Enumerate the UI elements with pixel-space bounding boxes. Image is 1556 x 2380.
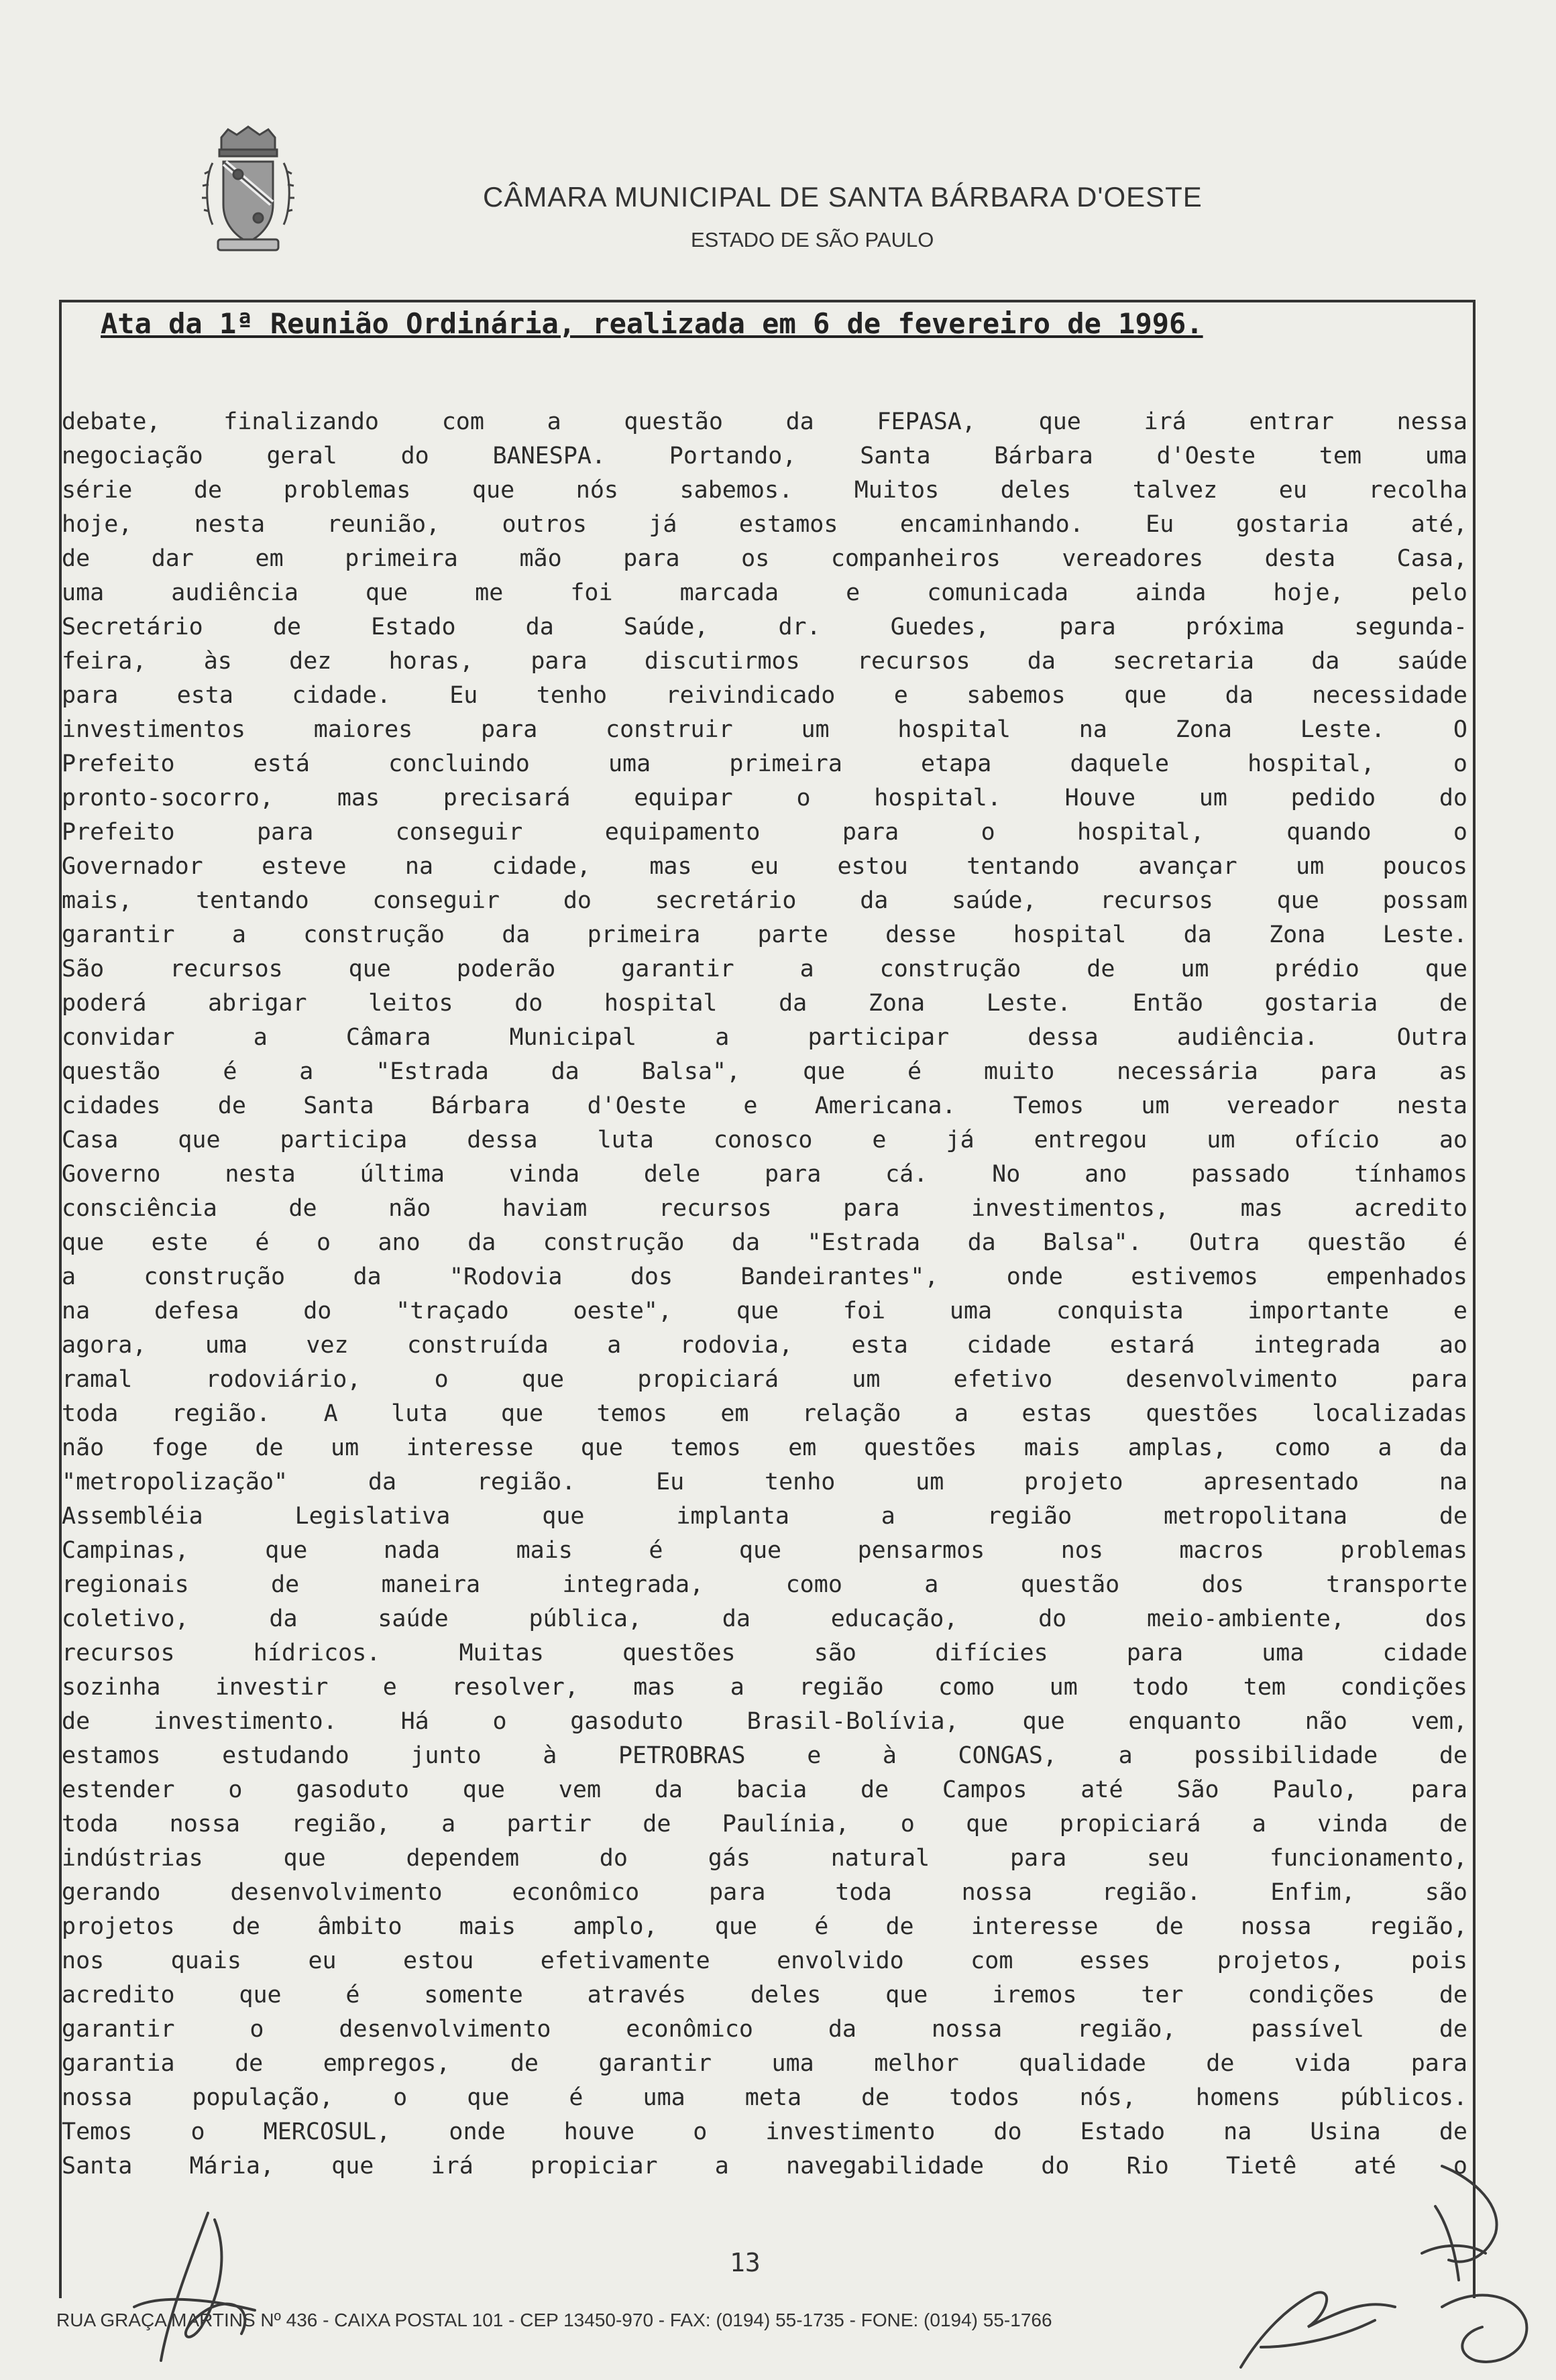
body-line: agora, uma vez construída a rodovia, esta cidade estará integrada ao	[62, 1332, 1467, 1359]
minutes-heading: Ata da 1ª Reunião Ordinária, realizada em 6 de fevereiro de 1996.	[101, 307, 1203, 340]
body-line: garantia de empregos, de garantir uma melhor qualidade de vida para	[62, 2050, 1467, 2077]
body-line: Prefeito está concluindo uma primeira etapa daquele hospital, o	[62, 750, 1467, 777]
body-line: questão é a "Estrada da Balsa", que é muito necessária para as	[62, 1058, 1467, 1085]
body-line: acredito que é somente através deles que iremos ter condições de	[62, 1982, 1467, 2008]
body-line: coletivo, da saúde pública, da educação, do meio-ambiente, dos	[62, 1605, 1467, 1632]
body-line: negociação geral do BANESPA. Portando, Santa Bárbara d'Oeste tem uma	[62, 443, 1467, 469]
body-line: Campinas, que nada mais é que pensarmos nos macros problemas	[62, 1537, 1467, 1564]
body-line: toda nossa região, a partir de Paulínia, o que propiciará a vinda de	[62, 1811, 1467, 1837]
body-line: ramal rodoviário, o que propiciará um efetivo desenvolvimento para	[62, 1366, 1467, 1393]
body-line: nossa população, o que é uma meta de todos nós, homens públicos.	[62, 2084, 1467, 2111]
body-line: São recursos que poderão garantir a construção de um prédio que	[62, 956, 1467, 982]
body-line: toda região. A luta que temos em relação a estas questões localizadas	[62, 1400, 1467, 1427]
body-line: mais, tentando conseguir do secretário da saúde, recursos que possam	[62, 887, 1467, 914]
body-line: projetos de âmbito mais amplo, que é de interesse de nossa região,	[62, 1913, 1467, 1940]
body-line: feira, às dez horas, para discutirmos recursos da secretaria da saúde	[62, 648, 1467, 675]
body-line: hoje, nesta reunião, outros já estamos encaminhando. Eu gostaria até,	[62, 511, 1467, 538]
body-line: convidar a Câmara Municipal a participar dessa audiência. Outra	[62, 1024, 1467, 1051]
body-line: para esta cidade. Eu tenho reivindicado e sabemos que da necessidade	[62, 682, 1467, 709]
body-line: Governador esteve na cidade, mas eu estou tentando avançar um poucos	[62, 853, 1467, 880]
body-line: "metropolização" da região. Eu tenho um projeto apresentado na	[62, 1469, 1467, 1495]
body-line: de dar em primeira mão para os companheiros vereadores desta Casa,	[62, 545, 1467, 572]
body-line: a construção da "Rodovia dos Bandeirantes", onde estivemos empenhados	[62, 1263, 1467, 1290]
body-line: poderá abrigar leitos do hospital da Zona Leste. Então gostaria de	[62, 990, 1467, 1017]
body-line: Governo nesta última vinda dele para cá. No ano passado tínhamos	[62, 1161, 1467, 1188]
body-line: Santa Mária, que irá propiciar a navegabilidade do Rio Tietê até o	[62, 2153, 1467, 2179]
body-line: debate, finalizando com a questão da FEPASA, que irá entrar nessa	[62, 408, 1467, 435]
institution-name: CÂMARA MUNICIPAL DE SANTA BÁRBARA D'OESTE	[483, 181, 1203, 213]
frame-right-border	[1473, 300, 1476, 2298]
body-line: Secretário de Estado da Saúde, dr. Guedes, para próxima segunda-	[62, 614, 1467, 640]
municipal-coat-of-arms-icon	[198, 124, 298, 258]
body-line: Temos o MERCOSUL, onde houve o investimento do Estado na Usina de	[62, 2118, 1467, 2145]
body-line: consciência de não haviam recursos para investimentos, mas acredito	[62, 1195, 1467, 1222]
body-line: que este é o ano da construção da "Estrada da Balsa". Outra questão é	[62, 1229, 1467, 1256]
body-line: de investimento. Há o gasoduto Brasil-Bolívia, que enquanto não vem,	[62, 1708, 1467, 1735]
body-line: investimentos maiores para construir um hospital na Zona Leste. O	[62, 716, 1467, 743]
body-line: Prefeito para conseguir equipamento para o hospital, quando o	[62, 819, 1467, 846]
body-line: série de problemas que nós sabemos. Muitos deles talvez eu recolha	[62, 477, 1467, 504]
page-number: 13	[730, 2248, 761, 2277]
body-line: indústrias que dependem do gás natural para seu funcionamento,	[62, 1845, 1467, 1872]
institution-state: ESTADO DE SÃO PAULO	[691, 228, 934, 251]
body-line: gerando desenvolvimento econômico para toda nossa região. Enfim, são	[62, 1879, 1467, 1906]
body-line: na defesa do "traçado oeste", que foi uma conquista importante e	[62, 1298, 1467, 1324]
body-line: estender o gasoduto que vem da bacia de Campos até São Paulo, para	[62, 1776, 1467, 1803]
body-line: garantir o desenvolvimento econômico da nossa região, passível de	[62, 2016, 1467, 2043]
body-line: sozinha investir e resolver, mas a região como um todo tem condições	[62, 1674, 1467, 1701]
body-line: uma audiência que me foi marcada e comunicada ainda hoje, pelo	[62, 579, 1467, 606]
body-line: Assembléia Legislativa que implanta a região metropolitana de	[62, 1503, 1467, 1530]
body-line: pronto-socorro, mas precisará equipar o hospital. Houve um pedido do	[62, 785, 1467, 811]
body-line: cidades de Santa Bárbara d'Oeste e Americana. Temos um vereador nesta	[62, 1092, 1467, 1119]
body-line: Casa que participa dessa luta conosco e já entregou um ofício ao	[62, 1127, 1467, 1153]
minutes-body	[62, 405, 1467, 2184]
body-line: recursos hídricos. Muitas questões são difícies para uma cidade	[62, 1640, 1467, 1666]
body-line: garantir a construção da primeira parte desse hospital da Zona Leste.	[62, 921, 1467, 948]
body-line: não foge de um interesse que temos em questões mais amplas, como a da	[62, 1434, 1467, 1461]
footer-address: RUA GRAÇA MARTINS Nº 436 - CAIXA POSTAL 101 - CEP 13450-970 - FAX: (0194) 55-1735 - FONE: (0194) 55-1766	[56, 2310, 1052, 2330]
frame-top-border	[59, 300, 1476, 302]
body-line: estamos estudando junto à PETROBRAS e à CONGAS, a possibilidade de	[62, 1742, 1467, 1769]
body-line: nos quais eu estou efetivamente envolvido com esses projetos, pois	[62, 1947, 1467, 1974]
body-line: regionais de maneira integrada, como a questão dos transporte	[62, 1571, 1467, 1598]
